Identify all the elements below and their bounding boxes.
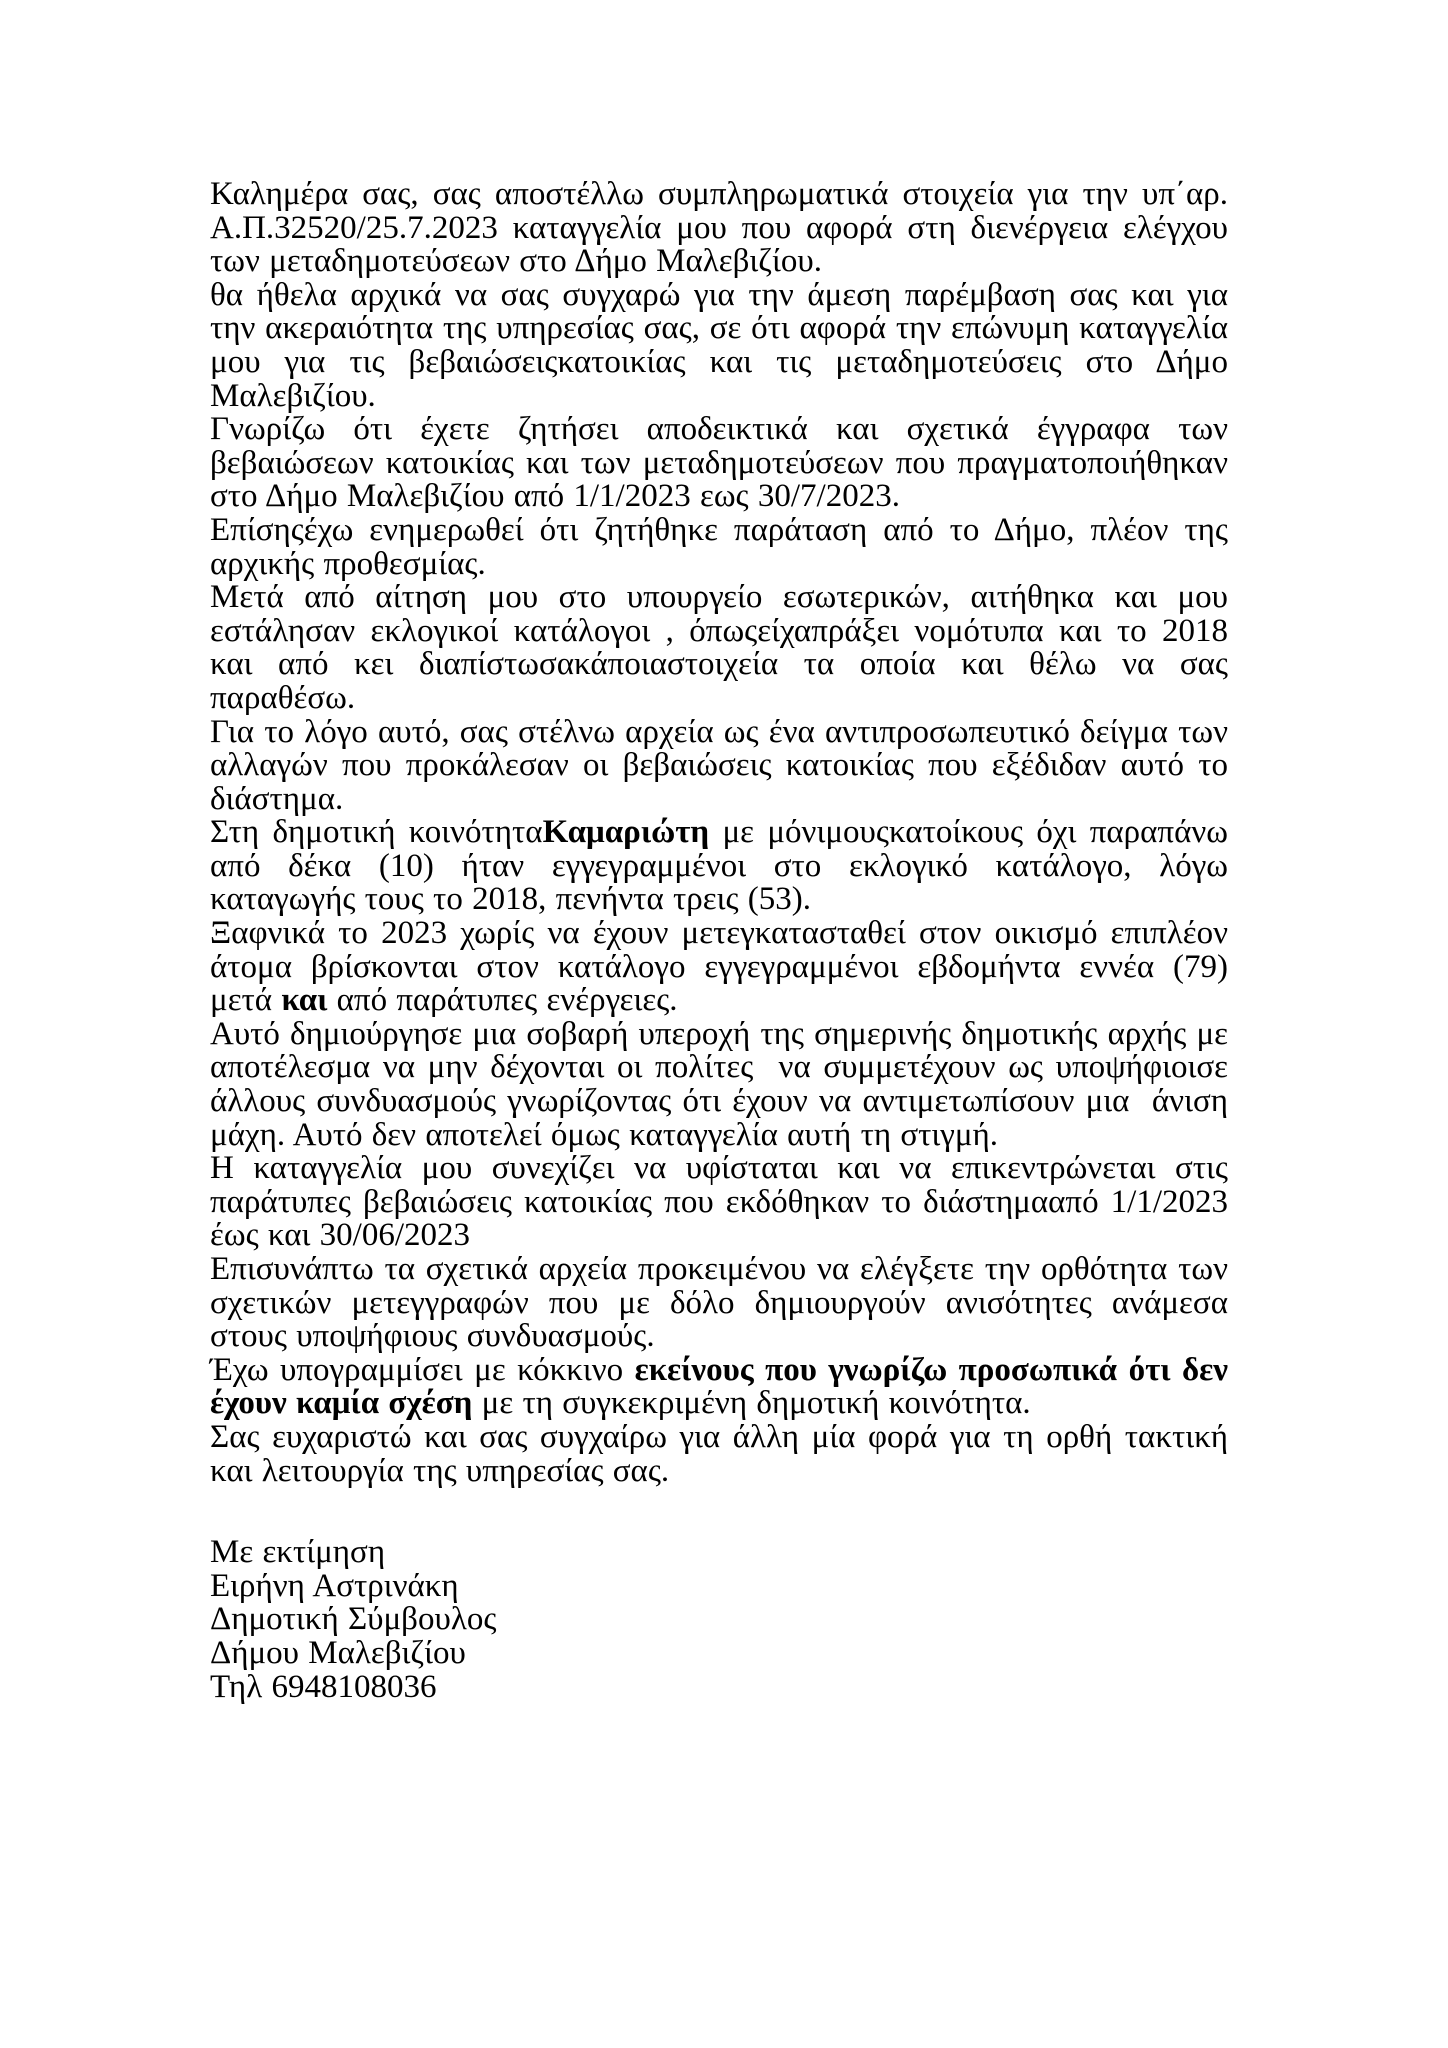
text-run: Επισυνάπτω τα σχετικά αρχεία προκειμένου να ελέγξετε την ορθότητα των σχετικών μετεγγραφών που με δόλο δημιουργούν ανισότητες ανάμεσα στους υποψήφιους συνδυασμούς. xyxy=(210,1251,1228,1355)
text-run: Η καταγγελία μου συνεχίζει να υφίσταται και να επικεντρώνεται στις παράτυπες βεβαιώσεις κατοικίας που εκδόθηκαν το διάστημα​από 1/1/2023 έως και 30/06/2023 xyxy=(210,1150,1228,1254)
paragraph xyxy=(210,413,1228,514)
text-run: Καλημέρα σας, σας αποστέλλω συμπληρωματικά στοιχεία για την υπ΄αρ. Α.Π.32520/25.7.2023 καταγγελία μου που αφορά στη διενέργεια ελέγχου των μεταδημοτεύσεων στο Δήμο Μαλεβιζίου. xyxy=(210,176,1228,280)
paragraph xyxy=(210,178,1228,279)
text-run: Σας ευχαριστώ και σας συγχαίρω για άλλη μία φορά για τη ορθή τακτική και λειτουργία της υπηρεσίας σας. xyxy=(210,1418,1228,1489)
signature-organization: Δήμου Μαλεβιζίου xyxy=(210,1634,466,1671)
paragraph xyxy=(210,581,1228,715)
closing-gap xyxy=(210,1488,1228,1536)
paragraph xyxy=(210,511,1228,582)
paragraph xyxy=(210,713,1228,817)
bold-text: εκείνους που γνωρίζω προσωπικά ότι δεν έχουν καμία σχέση xyxy=(210,1351,1228,1422)
text-run: Έχω υπογραμμίσει με κόκκινο xyxy=(210,1351,635,1388)
letter-paragraphs xyxy=(210,178,1228,1488)
paragraph xyxy=(210,1152,1228,1253)
paragraph xyxy=(210,1418,1228,1489)
paragraph xyxy=(210,816,1228,917)
signature-role: Δημοτική Σύμβουλος xyxy=(210,1601,497,1638)
text-run: Μετά από αίτηση μου στο υπουργείο εσωτερικών, αιτήθηκα και μου εστάλησαν εκλογικοί κατάλογοι , όπως​είχα​πράξει νομότυπα και το 2018 και από κει διαπίστωσα​κάποια​στοιχεία τα οποία και θέλω να σας παραθέσω. xyxy=(210,579,1228,716)
text-run: Γνωρίζω ότι έχετε ζητήσει αποδεικτικά και σχετικά έγγραφα των βεβαιώσεων κατοικίας και των μεταδημοτεύσεων που πραγματοποιήθηκαν στο Δήμο Μαλεβιζίου από 1/1/2023 εως 30/7/2023. xyxy=(210,411,1228,515)
closing-block xyxy=(210,1536,1228,1704)
bold-text: και xyxy=(281,982,328,1019)
paragraph xyxy=(210,1253,1228,1354)
signature-phone: Τηλ 6948108036 xyxy=(210,1668,437,1705)
text-run: με μόνιμους​κατοίκους όχι παραπάνω από δέκα (10) ήταν εγγεγραμμένοι στο εκλογικό κατάλογο, λόγω καταγωγής τους το 2018, πενήντα τρεις (53). xyxy=(210,814,1228,918)
letter-content xyxy=(210,178,1228,1704)
text-run: από παράτυπες ενέργειες. xyxy=(327,982,678,1019)
text-run: Αυτό δημιούργησε μια σοβαρή υπεροχή της σημερινής δημοτικής αρχής με αποτέλεσμα να μην δέχονται οι πολίτες να συμμετέχουν ως υποψήφιοι​σε άλλους συνδυασμούς γνωρίζοντας ότι έχουν να αντιμετωπίσουν μια άνιση μάχη. Αυτό δεν αποτελεί όμως καταγγελία αυτή τη στιγμή. xyxy=(210,1015,1228,1153)
closing-salutation: Με εκτίμηση xyxy=(210,1534,386,1571)
text-run: Επίσης​έχω ενημερωθεί ότι ζητήθηκε παράταση από το Δήμο, πλέον της αρχικής προθεσμίας. xyxy=(210,511,1228,582)
signature-name: Ειρήνη Αστρινάκη xyxy=(210,1567,459,1604)
text-run: Στη δημοτική κοινότητα xyxy=(210,814,543,851)
paragraph xyxy=(210,1351,1228,1422)
text-run: Για το λόγο αυτό, σας στέλνω αρχεία ως ένα αντιπροσωπευτικό δείγμα των αλλαγών που προκάλεσαν οι βεβαιώσεις κατοικίας που εξέδιδαν αυτό το διάστημα. xyxy=(210,713,1228,817)
paragraph xyxy=(210,276,1228,414)
text-run: με τη συγκεκριμένη δημοτική κοινότητα. xyxy=(472,1385,1031,1422)
text-run: Ξαφνικά το 2023 χωρίς να έχουν μετεγκατασταθεί στον οικισμό επιπλέον άτομα βρίσκονται στον κατάλογο εγγεγραμμένοι εβδομήντα εννέα (79) μετά xyxy=(210,915,1228,1019)
bold-text: Καμαριώτη xyxy=(542,814,710,851)
text-run: θα ήθελα αρχικά να σας συγχαρώ για την άμεση παρέμβαση σας και για την ακεραιότητα της υπηρεσίας σας, σε ότι αφορά την επώνυμη καταγγελία μου για τις βεβαιώσεις​κατοικίας και τις μεταδημοτεύσεις στο Δήμο Μαλεβιζίου. xyxy=(210,276,1228,414)
paragraph xyxy=(210,1015,1228,1153)
paragraph xyxy=(210,917,1228,1018)
